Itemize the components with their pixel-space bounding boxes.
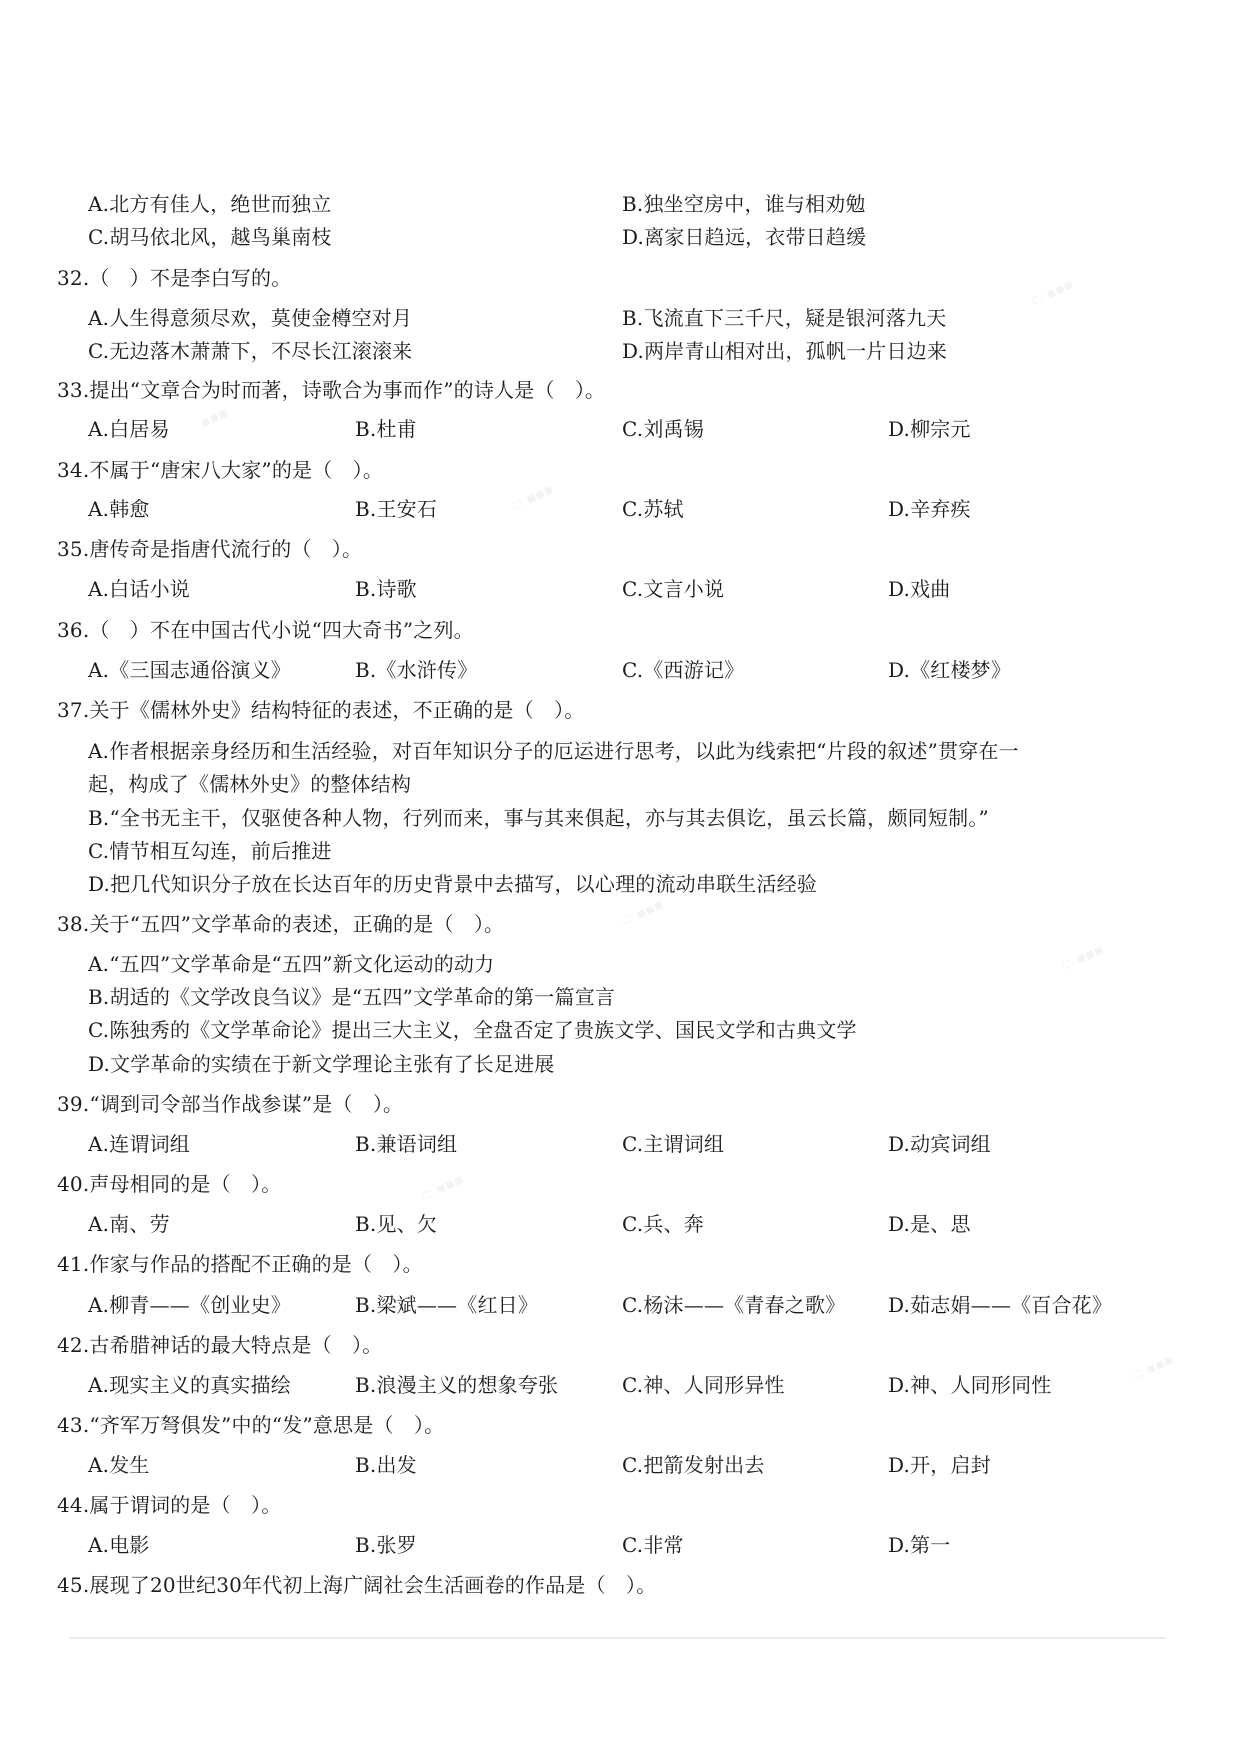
option-b: B.胡适的《文学改良刍议》是“五四”文学革命的第一篇宣言 bbox=[88, 985, 616, 1009]
option-a: A.白居易 bbox=[88, 417, 170, 441]
watermark: ▪▪▪ bbox=[197, 404, 231, 432]
option-a: A.南、劳 bbox=[88, 1212, 170, 1236]
option-c: C.《西游记》 bbox=[622, 658, 745, 682]
option-b: B.独坐空房中，谁与相劝勉 bbox=[622, 192, 866, 216]
option-d: D.戏曲 bbox=[888, 577, 951, 601]
option-c: C.陈独秀的《文学革命论》提出三大主义，全盘否定了贵族文学、国民文学和古典文学 bbox=[88, 1018, 857, 1042]
option-b: B.出发 bbox=[355, 1453, 417, 1477]
option-d: D.开，启封 bbox=[888, 1453, 991, 1477]
option-a: A.现实主义的真实描绘 bbox=[88, 1373, 292, 1397]
option-a: A.人生得意须尽欢，莫使金樽空对月 bbox=[88, 306, 413, 330]
watermark: ⬭ ▪▪▪ bbox=[1058, 941, 1107, 975]
watermark: ⬭ ▪▪▪ bbox=[508, 481, 557, 515]
question-stem: 42.古希腊神话的最大特点是（ ）。 bbox=[57, 1333, 383, 1357]
watermark: ⬭ ▪▪▪ bbox=[1128, 1351, 1177, 1385]
option-d: D.把几代知识分子放在长达百年的历史背景中去描写，以心理的流动串联生活经验 bbox=[88, 872, 818, 896]
option-a: A.柳青——《创业史》 bbox=[88, 1293, 292, 1317]
option-c: C.情节相互勾连，前后推进 bbox=[88, 839, 332, 863]
option-a: A.“五四”文学革命是“五四”新文化运动的动力 bbox=[88, 952, 495, 976]
option-b: B.浪漫主义的想象夸张 bbox=[355, 1373, 559, 1397]
option-a: A.发生 bbox=[88, 1453, 150, 1477]
option-d: D.第一 bbox=[888, 1533, 951, 1557]
question-stem: 40.声母相同的是（ ）。 bbox=[57, 1172, 282, 1196]
option-c: C.神、人同形异性 bbox=[622, 1373, 785, 1397]
option-d: D.文学革命的实绩在于新文学理论主张有了长足进展 bbox=[88, 1052, 555, 1076]
option-c: C.胡马依北风，越鸟巢南枝 bbox=[88, 225, 332, 249]
option-c: C.无边落木萧萧下，不尽长江滚滚来 bbox=[88, 339, 413, 363]
question-stem: 43.“齐军万弩俱发”中的“发”意思是（ ）。 bbox=[57, 1413, 445, 1437]
option-b: B.杜甫 bbox=[355, 417, 417, 441]
question-stem: 45.展现了20世纪30年代初上海广阔社会生活画卷的作品是（ ）。 bbox=[57, 1573, 657, 1597]
watermark: ⬭ ▪▪▪ bbox=[618, 896, 667, 930]
option-c: C.杨沫——《青春之歌》 bbox=[622, 1293, 846, 1317]
question-stem: 37.关于《儒林外史》结构特征的表述，不正确的是（ ）。 bbox=[57, 698, 585, 722]
option-a: A.《三国志通俗演义》 bbox=[88, 658, 292, 682]
option-d: D.两岸青山相对出，孤帆一片日边来 bbox=[622, 339, 948, 363]
question-stem: 32.（ ）不是李白写的。 bbox=[57, 266, 292, 290]
question-stem: 34.不属于“唐宋八大家”的是（ ）。 bbox=[57, 458, 384, 482]
option-a: A.白话小说 bbox=[88, 577, 191, 601]
option-b: B.诗歌 bbox=[355, 577, 417, 601]
question-stem: 41.作家与作品的搭配不正确的是（ ）。 bbox=[57, 1252, 423, 1276]
option-b: B.《水浒传》 bbox=[355, 658, 478, 682]
option-c: C.兵、奔 bbox=[622, 1212, 704, 1236]
watermark: ⬭ ▪▪▪ bbox=[1028, 276, 1077, 310]
option-a: A.韩愈 bbox=[88, 497, 150, 521]
option-b: B.张罗 bbox=[355, 1533, 417, 1557]
option-b: B.兼语词组 bbox=[355, 1132, 458, 1156]
page-divider bbox=[70, 1637, 1166, 1639]
option-a: A.连谓词组 bbox=[88, 1132, 191, 1156]
option-b: B.王安石 bbox=[355, 497, 438, 521]
option-d: D.神、人同形同性 bbox=[888, 1373, 1052, 1397]
option-d: D.《红楼梦》 bbox=[888, 658, 1012, 682]
option-c: C.刘禹锡 bbox=[622, 417, 704, 441]
option-a: A.北方有佳人，绝世而独立 bbox=[88, 192, 332, 216]
option-a: A.电影 bbox=[88, 1533, 150, 1557]
question-stem: 33.提出“文章合为时而著，诗歌合为事而作”的诗人是（ ）。 bbox=[57, 378, 606, 402]
question-stem: 44.属于谓词的是（ ）。 bbox=[57, 1493, 282, 1517]
option-c: C.苏轼 bbox=[622, 497, 684, 521]
option-d: D.茹志娟——《百合花》 bbox=[888, 1293, 1113, 1317]
watermark: ⬭ ▪▪▪ bbox=[418, 1171, 467, 1205]
question-stem: 39.“调到司令部当作战参谋”是（ ）。 bbox=[57, 1092, 404, 1116]
option-b: B.“全书无主干，仅驱使各种人物，行列而来，事与其来俱起，亦与其去俱讫，虽云长篇，颇同短制。” bbox=[88, 806, 989, 830]
option-c: C.非常 bbox=[622, 1533, 684, 1557]
option-d: D.柳宗元 bbox=[888, 417, 971, 441]
option-d: D.动宾词组 bbox=[888, 1132, 991, 1156]
option-d: D.离家日趋远，衣带日趋缓 bbox=[622, 225, 867, 249]
option-c: C.主谓词组 bbox=[622, 1132, 725, 1156]
option-d: D.辛弃疾 bbox=[888, 497, 971, 521]
question-stem: 36.（ ）不在中国古代小说“四大奇书”之列。 bbox=[57, 618, 474, 642]
option-d: D.是、思 bbox=[888, 1212, 971, 1236]
question-stem: 35.唐传奇是指唐代流行的（ ）。 bbox=[57, 537, 363, 561]
option-c: C.文言小说 bbox=[622, 577, 725, 601]
question-stem: 38.关于“五四”文学革命的表述，正确的是（ ）。 bbox=[57, 912, 505, 936]
option-b: B.梁斌——《红日》 bbox=[355, 1293, 539, 1317]
option-a: A.作者根据亲身经历和生活经验，对百年知识分子的厄运进行思考，以此为线索把“片段的叙述”贯穿在一 bbox=[88, 739, 1019, 763]
option-c: C.把箭发射出去 bbox=[622, 1453, 765, 1477]
option-b: B.飞流直下三千尺，疑是银河落九天 bbox=[622, 306, 947, 330]
option-a-continuation: 起，构成了《儒林外史》的整体结构 bbox=[88, 772, 412, 796]
option-b: B.见、欠 bbox=[355, 1212, 438, 1236]
